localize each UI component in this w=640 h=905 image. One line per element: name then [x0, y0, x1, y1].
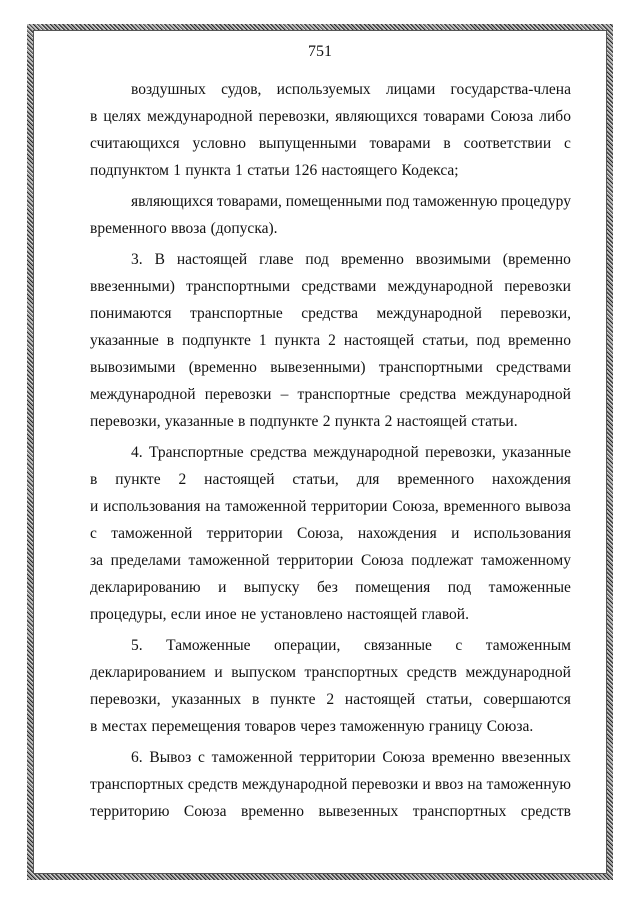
text-line: подпунктом 1 пункта 1 статьи 126 настоящего Кодекса;	[90, 162, 459, 179]
text-line: считающихся условно выпущенными товарами в соответствии с	[90, 135, 571, 152]
paragraph	[90, 76, 571, 184]
text-line: в местах перемещения товаров через таможенную границу Союза.	[90, 718, 534, 735]
text-line: и использования на таможенной территории Союза, временного вывоза	[90, 498, 571, 515]
text-line: временного ввоза (допуска).	[90, 220, 278, 237]
document-body	[90, 76, 571, 825]
text-line: 4. Транспортные средства международной перевозки, указанные	[131, 444, 571, 461]
text-line: перевозки, указанные в подпункте 2 пункта 2 настоящей статьи.	[90, 413, 518, 430]
paragraph	[90, 439, 571, 628]
text-line: процедуры, если иное не установлено настоящей главой.	[90, 606, 469, 623]
text-line: территорию Союза временно вывезенных транспортных средств	[90, 803, 571, 820]
text-line: перевозки, указанных в пункте 2 настоящей статьи, совершаются	[90, 691, 571, 708]
page-border	[27, 24, 613, 880]
text-line: декларированию и выпуску без помещения под таможенные	[90, 579, 571, 596]
text-line: 6. Вывоз с таможенной территории Союза временно ввезенных	[131, 749, 571, 766]
text-line: воздушных судов, используемых лицами государства-члена	[131, 81, 571, 98]
text-line: в пункте 2 настоящей статьи, для временного нахождения	[90, 471, 571, 488]
text-line: 5. Таможенные операции, связанные с таможенным	[131, 637, 571, 654]
text-line: международной перевозки – транспортные средства международной	[90, 386, 571, 403]
text-line: ввезенными) транспортными средствами международной перевозки	[90, 278, 571, 295]
text-line: транспортных средств международной перевозки и ввоз на таможенную	[90, 776, 571, 793]
text-line: понимаются транспортные средства международной перевозки,	[90, 305, 571, 322]
text-line: за пределами таможенной территории Союза подлежат таможенному	[90, 552, 571, 569]
text-line: вывозимыми (временно вывезенными) транспортными средствами	[90, 359, 571, 376]
page-number: 751	[308, 43, 332, 60]
page-sheet	[33, 30, 607, 874]
paragraph	[90, 188, 571, 242]
text-line: указанные в подпункте 1 пункта 2 настоящей статьи, под временно	[90, 332, 571, 349]
text-line: декларированием и выпуском транспортных средств международной	[90, 664, 571, 681]
text-line: с таможенной территории Союза, нахождения и использования	[90, 525, 571, 542]
paragraph	[90, 744, 571, 825]
paragraph	[90, 632, 571, 740]
text-line: являющихся товарами, помещенными под таможенную процедуру	[131, 193, 571, 210]
paragraph	[90, 246, 571, 435]
text-line: 3. В настоящей главе под временно ввозимыми (временно	[131, 251, 571, 268]
text-line: в целях международной перевозки, являющихся товарами Союза либо	[90, 108, 571, 125]
